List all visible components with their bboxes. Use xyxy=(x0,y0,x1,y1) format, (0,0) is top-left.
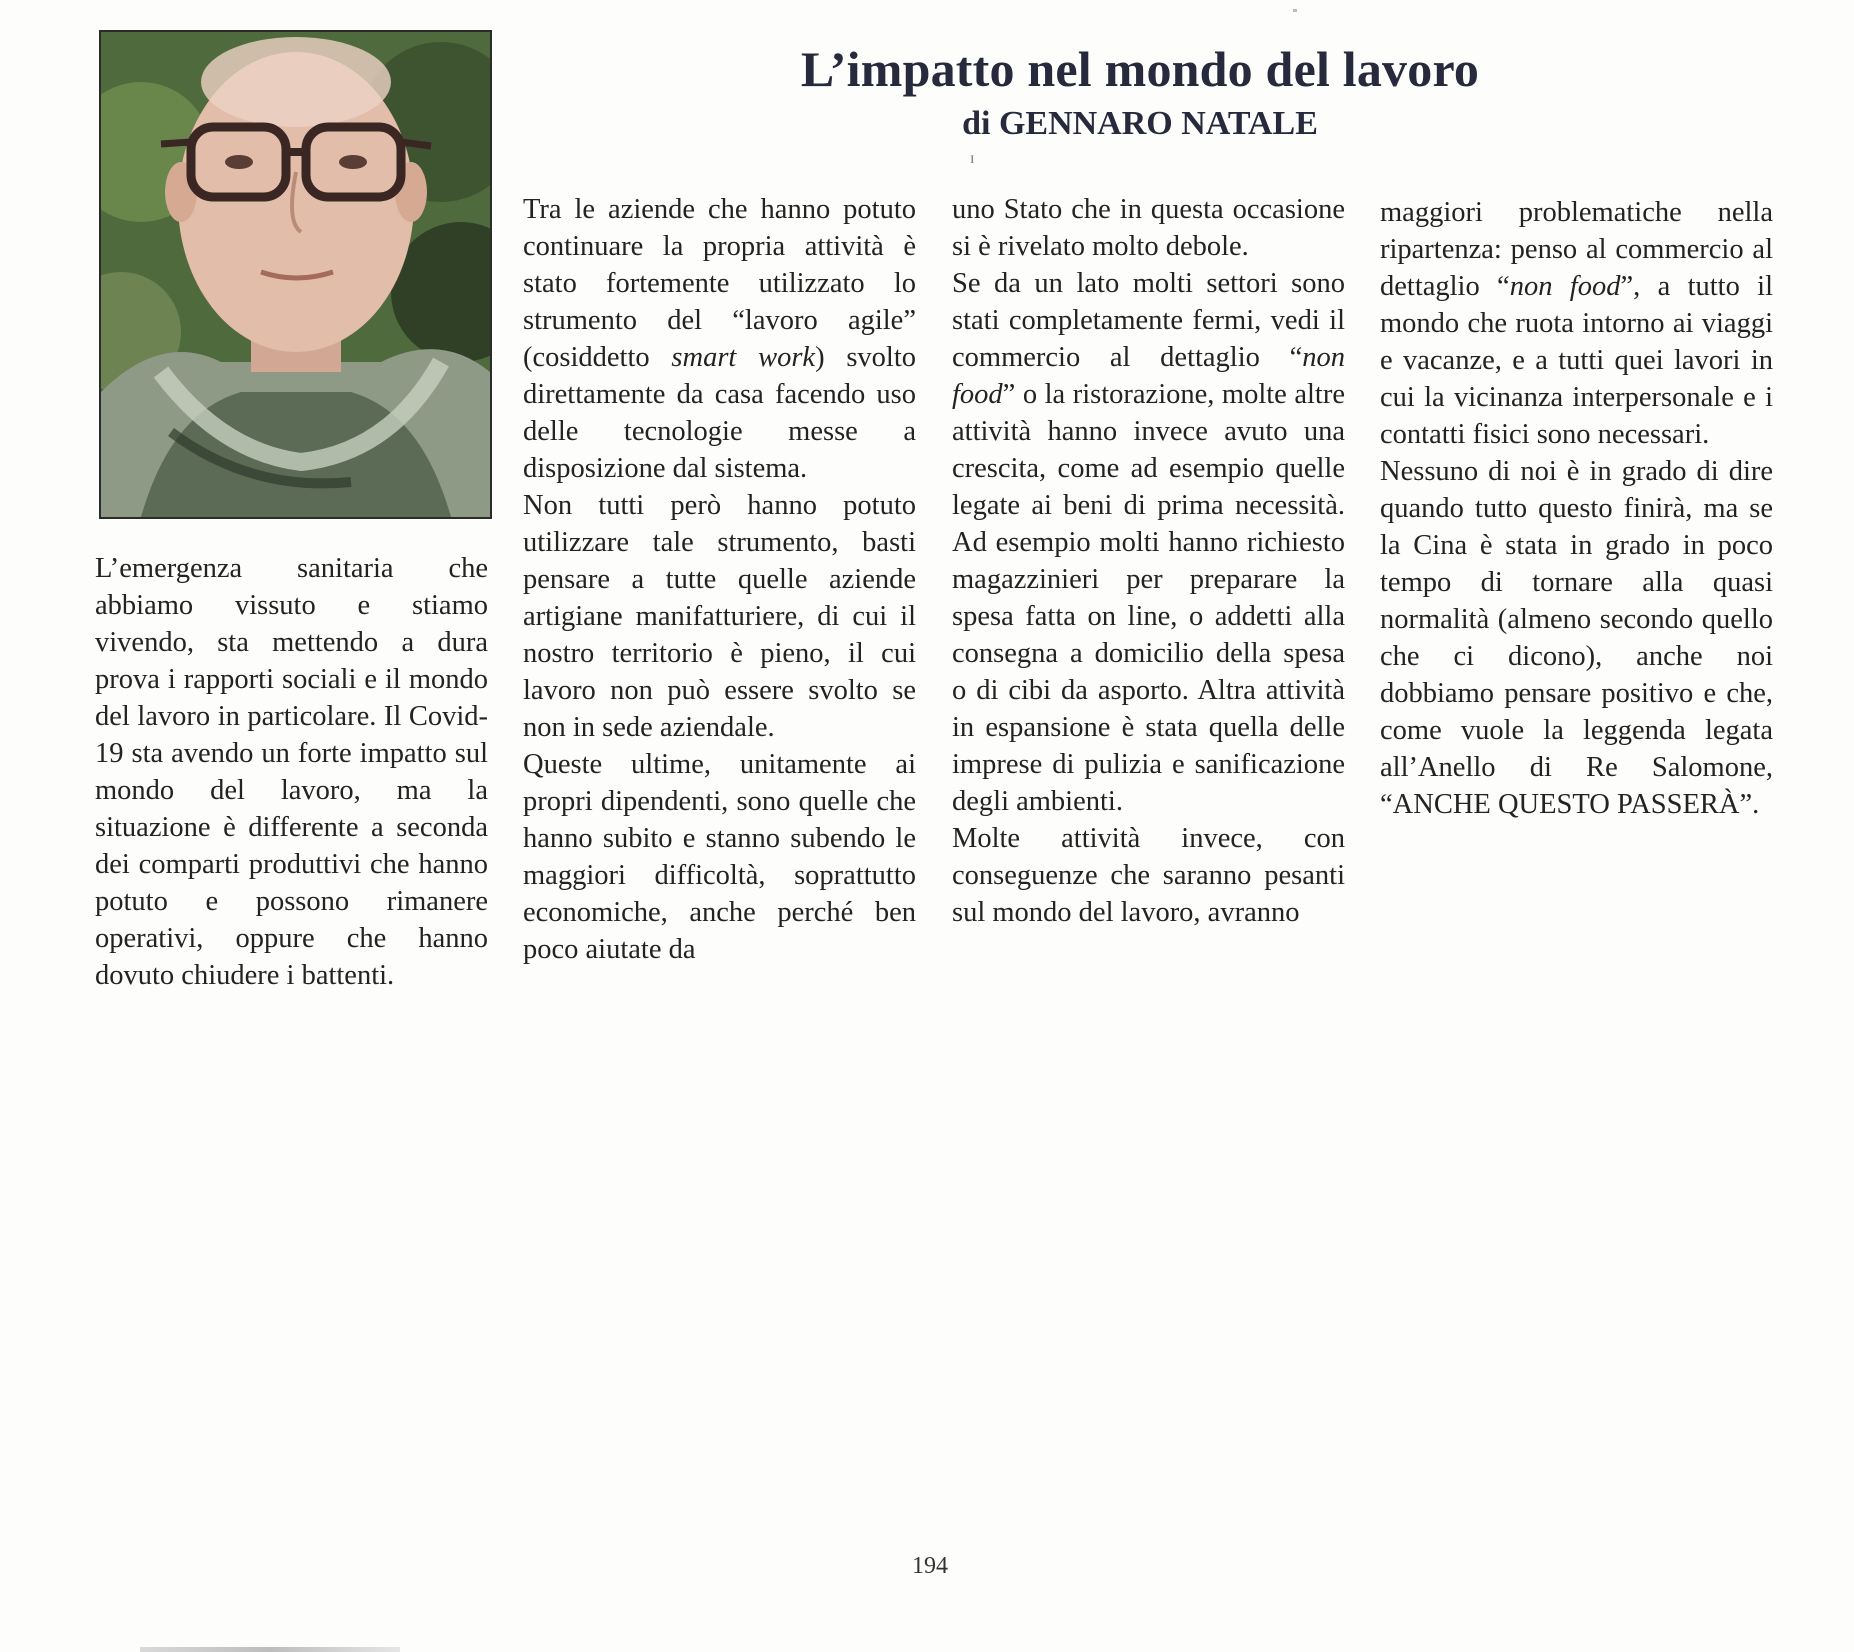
scan-edge xyxy=(140,1647,400,1652)
paragraph xyxy=(1380,194,1773,453)
emphasis-text: non food xyxy=(952,342,1345,410)
paragraph: Molte attività invece, con conseguenze che saranno pesanti sul mondo del lavoro, avranno xyxy=(952,823,1345,928)
emphasis-text: non food xyxy=(1509,271,1621,302)
paragraph-text: maggiori problematiche nella ripartenza: penso al commercio al dettaglio “ xyxy=(1380,197,1773,302)
paragraph-text: Tra le aziende che hanno potuto continuare la propria attività è stato fortemente utilizzato lo strumento del “lavoro agile” (cosiddetto xyxy=(523,194,916,373)
article-column-1 xyxy=(95,550,488,994)
article-byline: di GENNARO NATALE xyxy=(962,105,1318,142)
scan-mark: ɪ xyxy=(970,150,975,167)
paragraph-text: ”, a tutto il mondo che ruota intorno ai viaggi e vacanze, e a tutti quei lavori in cui la vicinanza interpersonale e i contatti fisici sono necessari. xyxy=(1380,271,1774,450)
paragraph-text: ” o la ristorazione, molte altre attività hanno invece avuto una crescita, come ad esempio quelle legate ai beni di prima necessità. Ad esempio molti hanno richiesto magazzinieri per preparare la spesa fatta on line, o addetti alla consegna a domicilio della spesa o di cibi da asporto. Altra attività in espansione è stata quella delle imprese di pulizia e sanificazione degli ambienti. xyxy=(952,379,1345,817)
emphasis-text: smart work xyxy=(671,342,816,373)
paragraph-text: ) svolto direttamente da casa facendo uso delle tecnologie messe a disposizione dal sistema. xyxy=(523,342,916,484)
paragraph-text: Se da un lato molti settori sono stati completamente fermi, vedi il commercio al dettaglio “ xyxy=(952,268,1345,373)
scan-dot xyxy=(1293,9,1297,12)
author-portrait-icon xyxy=(101,32,490,517)
paragraph: Queste ultime, unitamente ai propri dipendenti, sono quelle che hanno subito e stanno subendo le maggiori difficoltà, soprattutto economiche, anche perché ben poco aiutate da xyxy=(523,749,916,965)
page-number: 194 xyxy=(912,1553,948,1579)
paragraph: Nessuno di noi è in grado di dire quando tutto questo finirà, ma se la Cina è stata in grado in poco tempo di tornare alla quasi normalità (almeno secondo quello che ci dicono), anche noi dobbiamo pensare positivo e che, come vuole la leggenda legata all’Anello di Re Salomone, “ANCHE QUESTO PASSERÀ”. xyxy=(1380,456,1773,820)
author-photo xyxy=(99,30,492,519)
article-title: L’impatto nel mondo del lavoro xyxy=(800,41,1480,97)
paragraph: uno Stato che in questa occasione si è rivelato molto debole. xyxy=(952,194,1345,262)
paragraph xyxy=(523,191,916,487)
paragraph: L’emergenza sanitaria che abbiamo vissuto e stiamo vivendo, sta mettendo a dura prova i rapporti sociali e il mondo del lavoro in particolare. Il Covid-19 sta avendo un forte impatto sul mondo del lavoro, ma la situazione è differente a seconda dei comparti produttivi che hanno potuto e possono rimanere operativi, oppure che hanno dovuto chiudere i battenti. xyxy=(95,553,488,991)
article-column-2 xyxy=(523,191,916,968)
article-column-4 xyxy=(1380,194,1773,823)
paragraph xyxy=(952,265,1345,820)
article-column-3 xyxy=(952,191,1345,931)
paragraph: Non tutti però hanno potuto utilizzare tale strumento, basti pensare a tutte quelle aziende artigiane manifatturiere, di cui il nostro territorio è pieno, il cui lavoro non può essere svolto se non in sede aziendale. xyxy=(523,490,916,743)
